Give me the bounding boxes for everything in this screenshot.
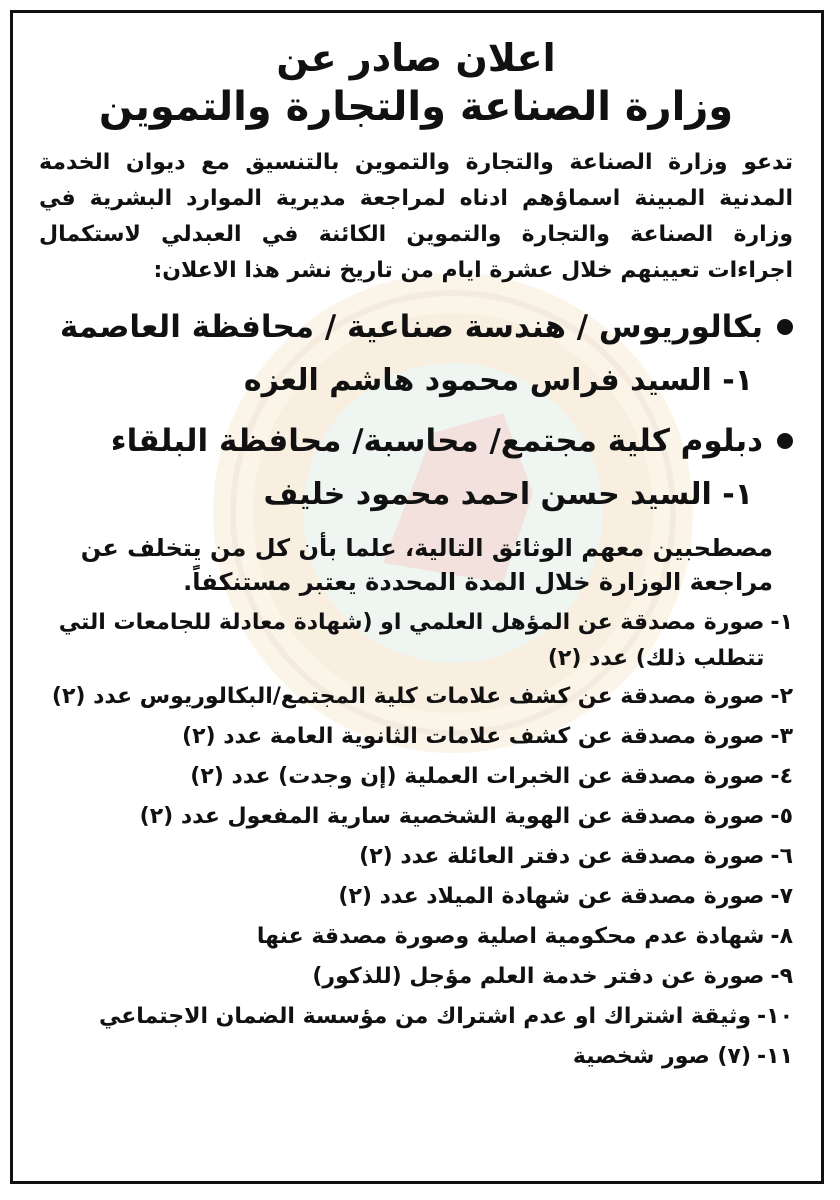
section-heading-bachelor — [39, 305, 793, 349]
item-text: وثيقة اشتراك او عدم اشتراك من مؤسسة الضمان الاجتماعي — [98, 1004, 751, 1029]
item-number: ١٠- — [757, 1004, 793, 1029]
list-item — [39, 757, 793, 797]
item-text: صورة مصدقة عن الهوية الشخصية سارية المفعول عدد (٢) — [139, 804, 765, 829]
announcement-frame — [10, 10, 824, 1184]
section-heading-text: بكالوريوس / هندسة صناعية / محافظة العاصمة — [59, 309, 763, 345]
item-text: شهادة عدم محكومية اصلية وصورة مصدقة عنها — [256, 924, 765, 949]
item-text: (٧) صور شخصية — [572, 1044, 751, 1069]
item-number: ٤- — [770, 764, 793, 789]
item-text: صورة عن دفتر خدمة العلم مؤجل (للذكور) — [312, 964, 765, 989]
list-item — [39, 957, 793, 997]
section-heading-text: دبلوم كلية مجتمع/ محاسبة/ محافظة البلقاء — [110, 423, 763, 459]
item-number: ١١- — [757, 1044, 793, 1069]
item-number: ٨- — [770, 924, 793, 949]
item-number: ٧- — [770, 884, 793, 909]
list-item — [39, 1037, 793, 1077]
item-number: ٥- — [770, 804, 793, 829]
list-item — [39, 797, 793, 837]
bullet-icon — [777, 319, 793, 335]
list-item — [39, 917, 793, 957]
announcement-title: اعلان صادر عن — [276, 36, 556, 80]
ministry-name: وزارة الصناعة والتجارة والتموين — [98, 84, 734, 130]
intro-paragraph: تدعو وزارة الصناعة والتجارة والتموين بالتنسيق مع ديوان الخدمة المدنية المبينة اسماؤهم ادناه لمراجعة مديرية الموارد البشرية في وزارة الصناعة والتجارة والتموين الكائنة في العبدلي لاستكمال اجراءات تعيينهم خلال عشرة ايام من تاريخ نشر هذا الاعلان: — [39, 150, 793, 283]
list-item — [39, 837, 793, 877]
candidate-name: ١- السيد حسن احمد محمود خليف — [263, 477, 753, 512]
list-item — [39, 605, 793, 677]
item-number: ٣- — [770, 724, 793, 749]
item-text: صورة مصدقة عن شهادة الميلاد عدد (٢) — [338, 884, 765, 909]
required-documents-list — [39, 605, 793, 1077]
requirements-note: مصطحبين معهم الوثائق التالية، علما بأن كل من يتخلف عن مراجعة الوزارة خلال المدة المحددة يعتبر مستنكفاً. — [80, 534, 773, 596]
bullet-icon — [777, 433, 793, 449]
announcement-content — [13, 13, 821, 1181]
item-number: ٦- — [770, 844, 793, 869]
item-text: صورة مصدقة عن الخبرات العملية (إن وجدت) عدد (٢) — [190, 764, 765, 789]
item-number: ١- — [770, 610, 793, 635]
item-text: صورة مصدقة عن كشف علامات كلية المجتمع/البكالوريوس عدد (٢) — [51, 684, 765, 709]
item-text: صورة مصدقة عن كشف علامات الثانوية العامة عدد (٢) — [182, 724, 765, 749]
list-item — [39, 877, 793, 917]
candidate-name: ١- السيد فراس محمود هاشم العزه — [243, 363, 753, 398]
item-text: صورة مصدقة عن دفتر العائلة عدد (٢) — [359, 844, 765, 869]
item-number: ٢- — [770, 684, 793, 709]
list-item — [39, 997, 793, 1037]
item-number: ٩- — [770, 964, 793, 989]
section-heading-diploma — [39, 419, 793, 463]
list-item — [39, 677, 793, 717]
list-item — [39, 717, 793, 757]
item-text: صورة مصدقة عن المؤهل العلمي او (شهادة معادلة للجامعات التي تتطلب ذلك) عدد (٢) — [58, 610, 765, 671]
